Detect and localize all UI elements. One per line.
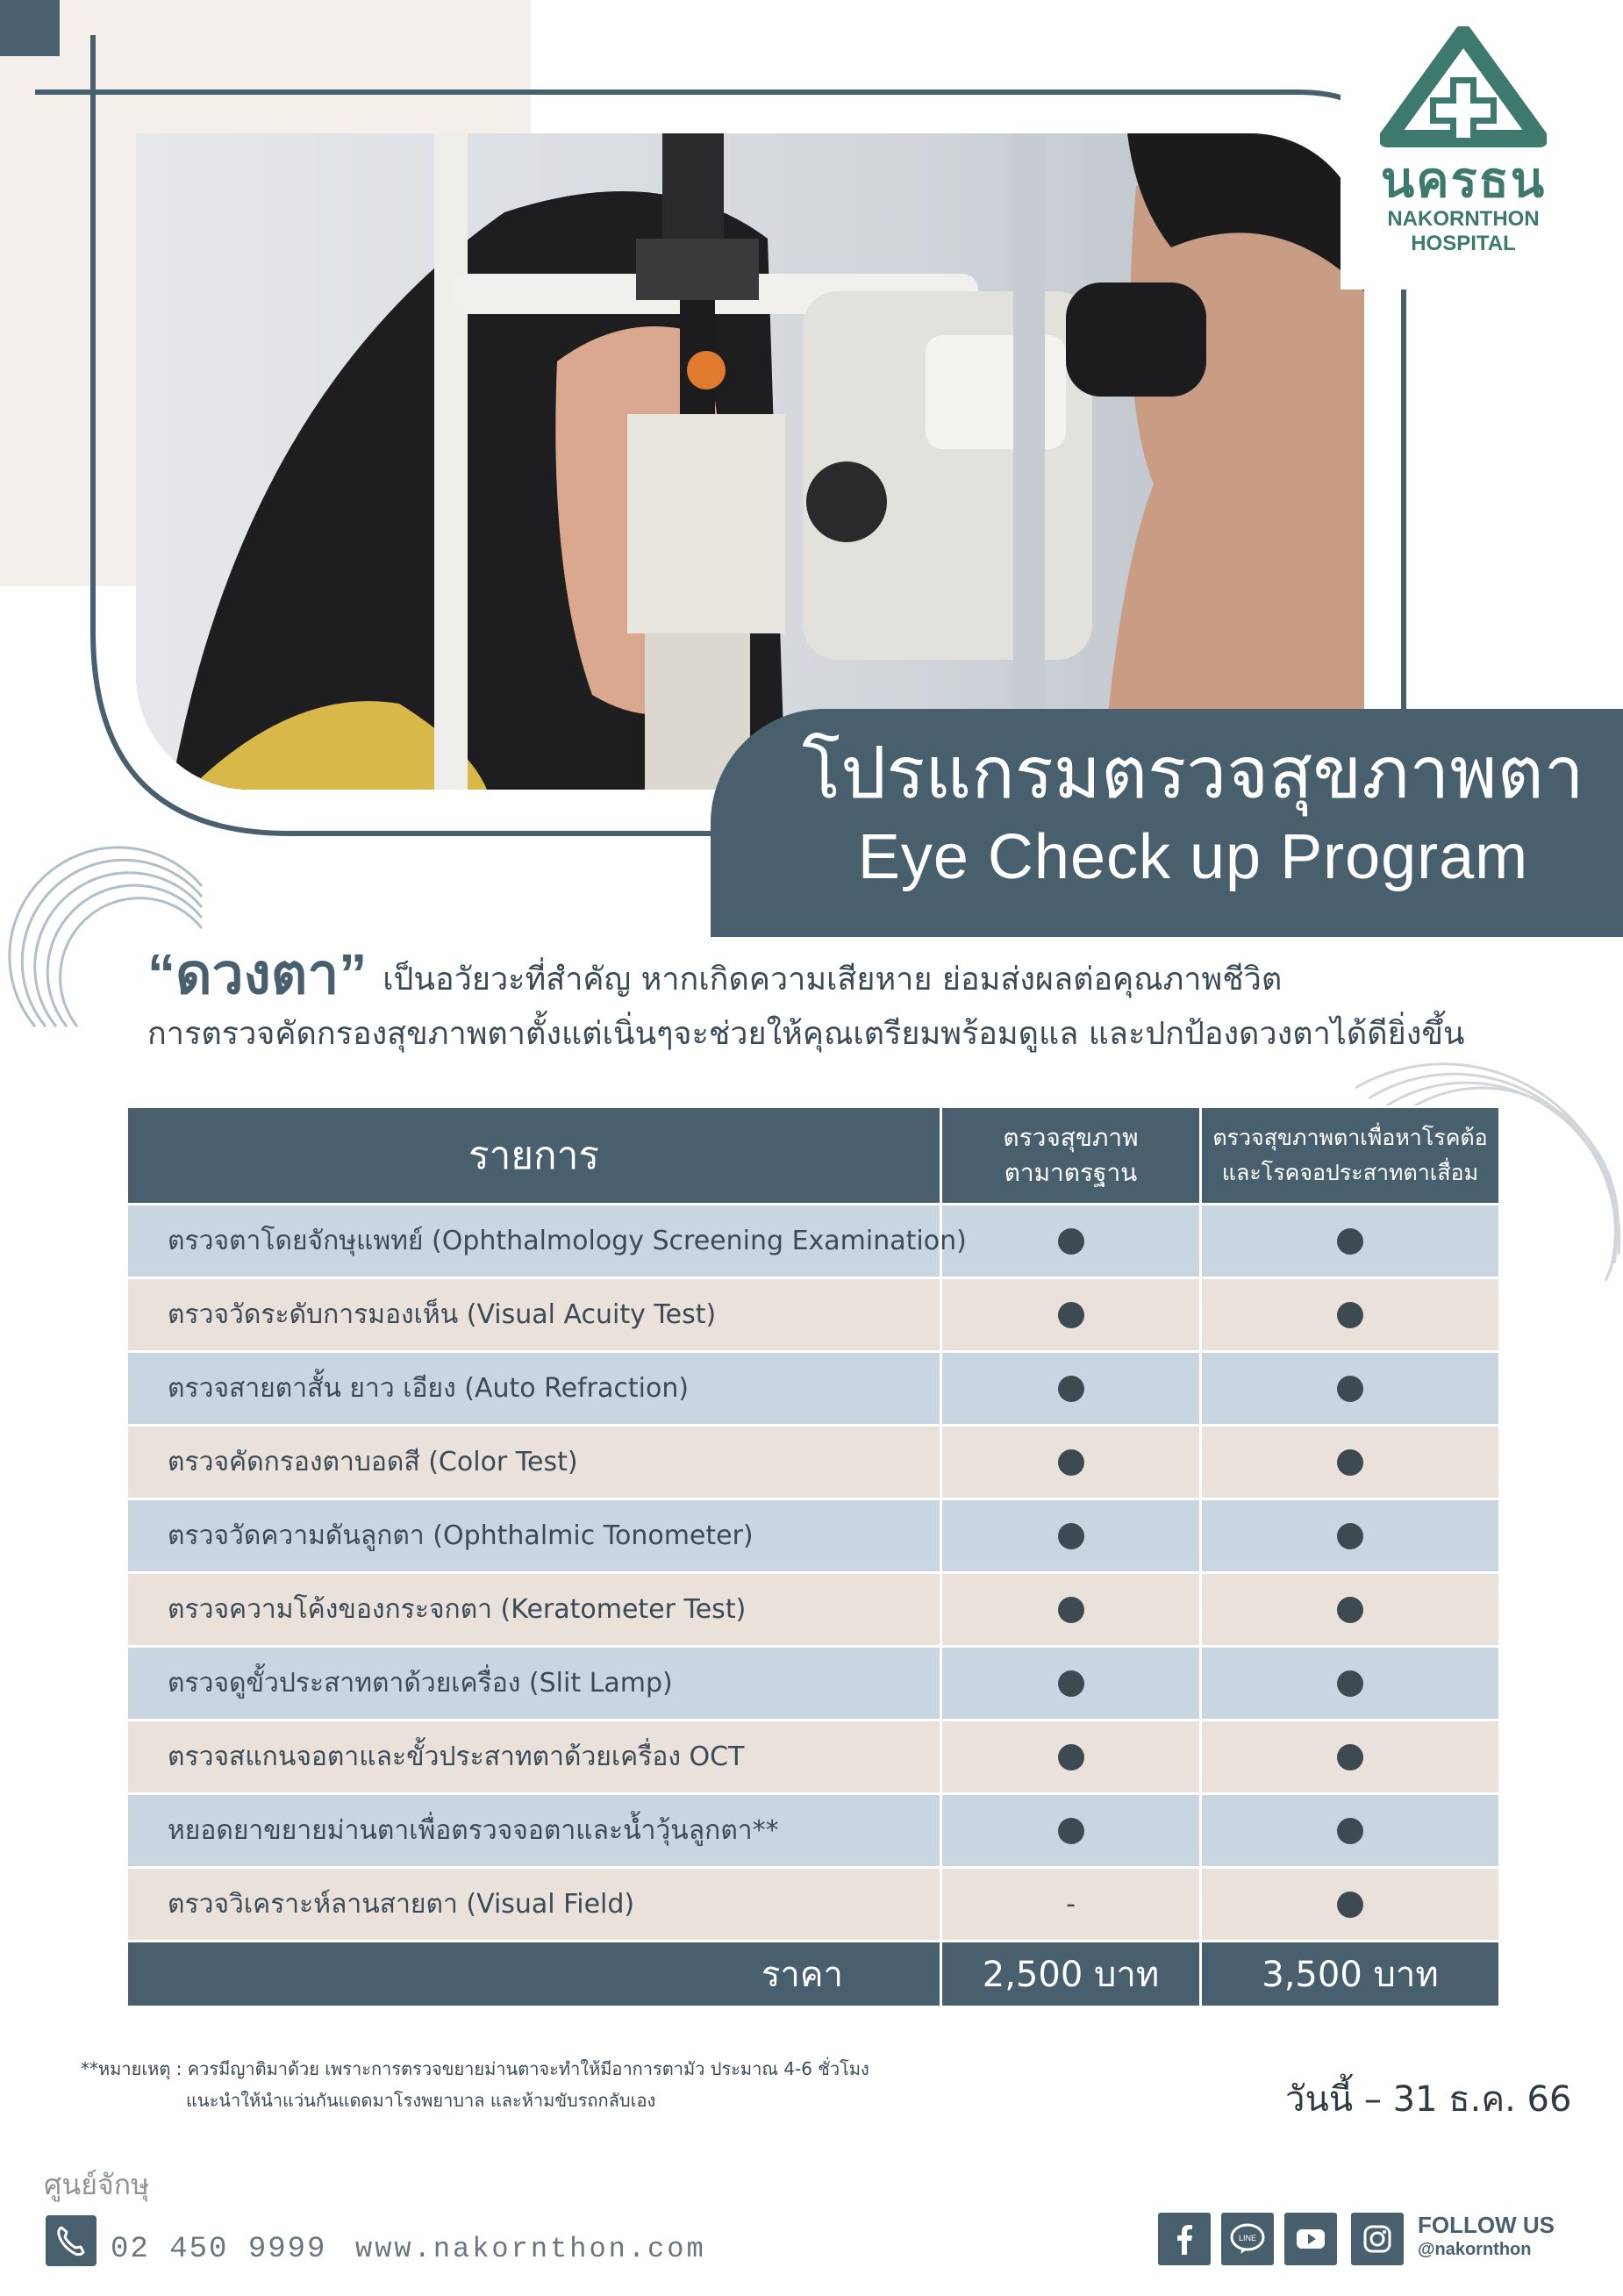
youtube-icon[interactable] xyxy=(1284,2213,1337,2265)
included-dot-icon xyxy=(1058,1449,1084,1476)
intro-line1 xyxy=(147,942,1516,1006)
table-row-standard xyxy=(941,1205,1201,1278)
table-row-item: หยอดยาขยายม่านตาเพื่อตรวจจอตาและน้ำวุ้นลูกตา** xyxy=(127,1794,941,1868)
table-row-item: ตรวจวัดระดับการมองเห็น (Visual Acuity Test) xyxy=(127,1278,941,1352)
table-row xyxy=(127,1499,1500,1573)
table-row-item: ตรวจสายตาสั้น ยาว เอียง (Auto Refraction) xyxy=(127,1352,941,1426)
included-dot-icon xyxy=(1337,1523,1363,1549)
table-row-disease xyxy=(1201,1647,1500,1720)
included-dot-icon xyxy=(1337,1376,1363,1402)
table-row xyxy=(127,1278,1500,1352)
table-row xyxy=(127,1720,1500,1794)
table-row-disease xyxy=(1201,1352,1500,1426)
table-row-standard xyxy=(941,1720,1201,1794)
table-row-item: ตรวจดูขั้วประสาทตาด้วยเครื่อง (Slit Lamp) xyxy=(127,1647,941,1720)
intro-highlight: “ดวงตา” xyxy=(147,942,368,1005)
included-dot-icon xyxy=(1337,1597,1363,1623)
table-row-disease xyxy=(1201,1426,1500,1499)
price-row xyxy=(127,1942,1500,2007)
table-row-standard xyxy=(941,1278,1201,1352)
table-row-disease xyxy=(1201,1205,1500,1278)
included-dot-icon xyxy=(1337,1302,1363,1328)
table-row-item: ตรวจวัดความดันลูกตา (Ophthalmic Tonometer) xyxy=(127,1499,941,1573)
phone-number[interactable]: 02 450 9999 xyxy=(111,2233,327,2266)
table-row-item: ตรวจสแกนจอตาและขั้วประสาทตาด้วยเครื่อง OCT xyxy=(127,1720,941,1794)
table-row-standard xyxy=(941,1352,1201,1426)
instagram-icon[interactable] xyxy=(1351,2213,1404,2265)
table-row-item: ตรวจวิเคราะห์ลานสายตา (Visual Field) xyxy=(127,1868,941,1942)
line-icon[interactable] xyxy=(1221,2213,1274,2265)
included-dot-icon xyxy=(1058,1670,1084,1697)
table-row-standard xyxy=(941,1499,1201,1573)
included-dot-icon xyxy=(1058,1523,1084,1549)
included-dot-icon xyxy=(1058,1302,1084,1328)
logo-mark-icon xyxy=(1380,26,1547,149)
program-table xyxy=(125,1105,1498,2008)
table-row-disease xyxy=(1201,1794,1500,1868)
follow-us xyxy=(1418,2213,1555,2262)
included-dot-icon xyxy=(1337,1670,1363,1697)
header-standard xyxy=(941,1107,1201,1205)
not-included-dash: - xyxy=(1066,1889,1076,1920)
included-dot-icon xyxy=(1058,1228,1084,1255)
hospital-logo xyxy=(1341,26,1586,290)
intro-line2: การตรวจคัดกรองสุขภาพตาตั้งแต่เนิ่นๆจะช่วยให้คุณเตรียมพร้อมดูแล และปกป้องดวงตาได้ดียิ่งขึ้น xyxy=(147,1016,1465,1052)
table-row-item: ตรวจความโค้งของกระจกตา (Keratometer Test) xyxy=(127,1573,941,1647)
table-row-standard xyxy=(941,1573,1201,1647)
included-dot-icon xyxy=(1058,1744,1084,1770)
table-row-disease xyxy=(1201,1499,1500,1573)
included-dot-icon xyxy=(1337,1818,1363,1844)
included-dot-icon xyxy=(1337,1449,1363,1476)
price-label: ราคา xyxy=(127,1942,941,2007)
line-label: LINE xyxy=(1238,2234,1257,2242)
table-header-row xyxy=(127,1107,1500,1205)
table-row-standard xyxy=(941,1647,1201,1720)
footnote-line2: แนะนำให้นำแว่นกันแดดมาโรงพยาบาล และห้ามขับรถกลับเอง xyxy=(186,2090,656,2111)
valid-until: วันนี้ – 31 ธ.ค. 66 xyxy=(1285,2079,1572,2120)
table-row-disease xyxy=(1201,1573,1500,1647)
table-row-disease xyxy=(1201,1720,1500,1794)
table-row-standard xyxy=(941,1426,1201,1499)
table-row-item: ตรวจคัดกรองตาบอดสี (Color Test) xyxy=(127,1426,941,1499)
included-dot-icon xyxy=(1337,1892,1363,1918)
logo-en-line2: HOSPITAL xyxy=(1411,232,1516,255)
header-disease-line1: ตรวจสุขภาพตาเพื่อหาโรคต้อ xyxy=(1212,1125,1488,1150)
table-row-standard xyxy=(941,1868,1201,1942)
table-row xyxy=(127,1426,1500,1499)
footnote-line1: **หมายเหตุ : ควรมีญาติมาด้วย เพราะการตรวจขยายม่านตาจะทำให้มีอาการตามัว ประมาณ 4-6 ชั่วโมง xyxy=(81,2058,869,2079)
eye-exam-illustration xyxy=(136,133,1364,790)
included-dot-icon xyxy=(1058,1597,1084,1623)
table-row xyxy=(127,1573,1500,1647)
header-disease-line2: และโรคจอประสาทตาเสื่อม xyxy=(1221,1160,1479,1185)
table-row xyxy=(127,1868,1500,1942)
website-link[interactable]: www.nakornthon.com xyxy=(355,2233,706,2265)
header-standard-line1: ตรวจสุขภาพ xyxy=(1003,1123,1139,1152)
table-row xyxy=(127,1352,1500,1426)
header-standard-line2: ตามาตรฐาน xyxy=(1004,1158,1138,1187)
facebook-icon[interactable] xyxy=(1158,2213,1211,2265)
phone-icon xyxy=(46,2215,97,2266)
table-row-standard xyxy=(941,1794,1201,1868)
included-dot-icon xyxy=(1058,1818,1084,1844)
intro-text xyxy=(147,942,1516,1062)
included-dot-icon xyxy=(1058,1376,1084,1402)
footnote xyxy=(81,2053,1046,2116)
hero-photo xyxy=(136,133,1364,790)
included-dot-icon xyxy=(1337,1744,1363,1770)
follow-title: FOLLOW US xyxy=(1418,2212,1555,2238)
intro-line1-rest: เป็นอวัยวะที่สำคัญ หากเกิดความเสียหาย ย่อมส่งผลต่อคุณภาพชีวิต xyxy=(383,962,1283,998)
table-row xyxy=(127,1205,1500,1278)
header-disease xyxy=(1201,1107,1500,1205)
price-disease: 3,500 บาท xyxy=(1201,1942,1500,2007)
table-row-item: ตรวจตาโดยจักษุแพทย์ (Ophthalmology Screening Examination) xyxy=(127,1205,941,1278)
title-english: Eye Check up Program xyxy=(857,822,1529,892)
table-row xyxy=(127,1647,1500,1720)
header-item: รายการ xyxy=(127,1107,941,1205)
table-body xyxy=(127,1205,1500,1942)
table-row xyxy=(127,1794,1500,1868)
center-label: ศูนย์จักษุ xyxy=(44,2168,150,2201)
included-dot-icon xyxy=(1337,1228,1363,1255)
title-thai: โปรแกรมตรวจสุขภาพตา xyxy=(802,733,1584,813)
table-row-disease xyxy=(1201,1868,1500,1942)
logo-thai-name: นครธน xyxy=(1380,152,1547,207)
logo-en-line1: NAKORNTHON xyxy=(1387,207,1540,231)
follow-handle[interactable]: @nakornthon xyxy=(1418,2240,1532,2259)
price-standard: 2,500 บาท xyxy=(941,1942,1201,2007)
title-banner xyxy=(711,709,1623,937)
table-row-disease xyxy=(1201,1278,1500,1352)
